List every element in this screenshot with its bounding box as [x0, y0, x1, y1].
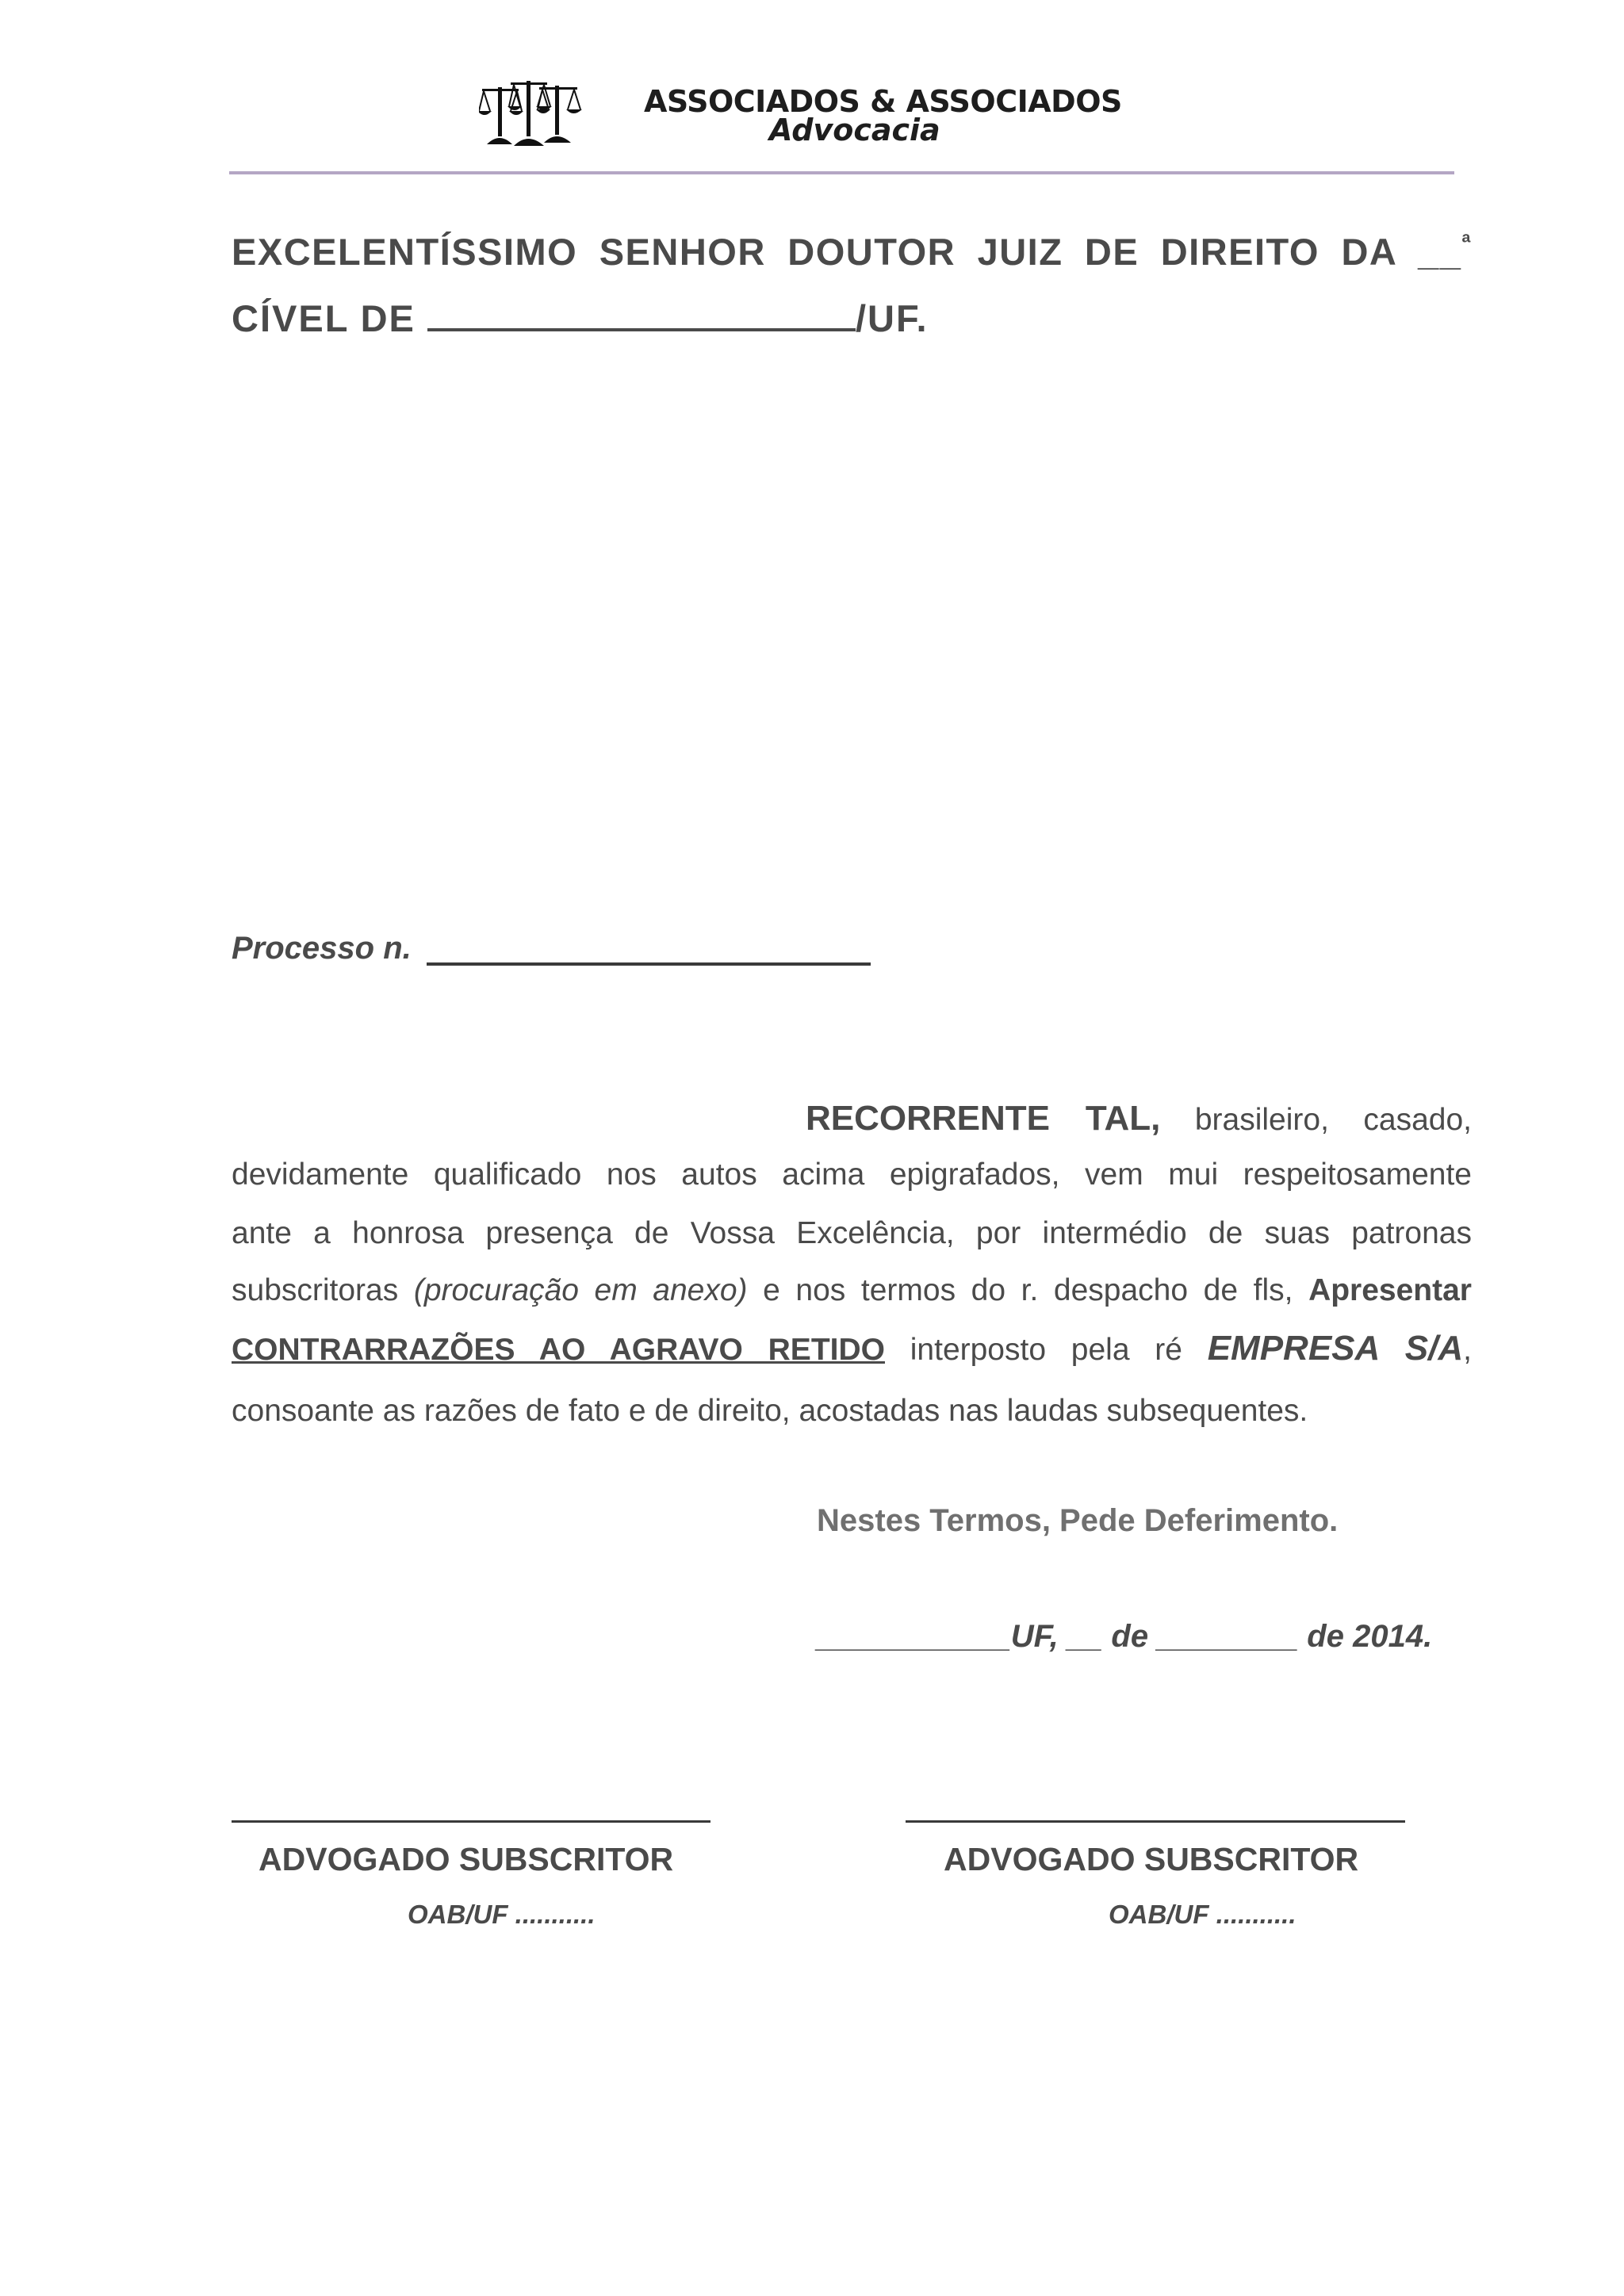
signatory-name-left: ADVOGADO SUBSCRITOR [259, 1841, 674, 1877]
body-line-2: devidamente qualificado nos autos acima epigrafados, vem mui respeitosamente [232, 1158, 1472, 1192]
company-comma: , [1463, 1333, 1472, 1367]
body-line-6: consoante as razões de fato e de direito, acostadas nas laudas subsequentes. [232, 1394, 1308, 1428]
date-line: ___________UF, __ de ________ de 2014. [817, 1619, 1433, 1654]
processo-number-blank [427, 962, 871, 966]
nationality-comma: , [1320, 1103, 1329, 1137]
court-number-blank: __ [1418, 231, 1462, 273]
body-line-4 [232, 1273, 1472, 1308]
party-name: RECORRENTE TAL [806, 1099, 1151, 1138]
interposto-text: interposto pela ré [910, 1333, 1182, 1367]
despacho-text: e nos termos do r. despacho de fls, [763, 1273, 1293, 1307]
body-line-3: ante a honrosa presença de Vossa Excelência, por intermédio de suas patronas [232, 1216, 1472, 1250]
ordinal-indicator: ª [1461, 230, 1473, 256]
subscritoras-text: subscritoras [232, 1273, 399, 1307]
court-prefix: CÍVEL DE [232, 297, 416, 339]
signatory-name-right: ADVOGADO SUBSCRITOR [944, 1841, 1359, 1877]
nationality: brasileiro [1194, 1103, 1321, 1137]
party-comma: , [1151, 1099, 1161, 1138]
court-suffix: /UF. [855, 297, 929, 339]
company-name: EMPRESA S/A [1207, 1329, 1464, 1368]
procuracao-note: (procuração em anexo) [413, 1273, 748, 1307]
body-line-5 [232, 1329, 1472, 1368]
city-blank [427, 328, 856, 331]
addressee-line-2 [232, 297, 929, 340]
apresentar-text: Apresentar [1308, 1273, 1472, 1307]
signature-line-right [906, 1820, 1405, 1823]
firm-subtitle: Advocacia [769, 113, 940, 147]
closing-text: Nestes Termos, Pede Deferimento. [817, 1503, 1339, 1538]
processo-label: Processo n. [232, 931, 412, 966]
header-divider [229, 171, 1454, 174]
firm-name: ASSOCIADOS & ASSOCIADOS [644, 84, 1122, 119]
oab-number-left: OAB/UF ........... [408, 1900, 596, 1929]
addressee-line-1 [232, 230, 1472, 274]
signature-line-left [232, 1820, 710, 1823]
addressee-text: EXCELENTÍSSIMO SENHOR DOUTOR JUIZ DE DIREITO DA [232, 231, 1396, 273]
oab-number-right: OAB/UF ........... [1109, 1900, 1297, 1929]
body-line-1 [806, 1099, 1472, 1138]
scales-of-justice-icon [479, 76, 582, 149]
marital-status: casado, [1363, 1103, 1472, 1137]
petition-title: CONTRARRAZÕES AO AGRAVO RETIDO [232, 1333, 885, 1367]
